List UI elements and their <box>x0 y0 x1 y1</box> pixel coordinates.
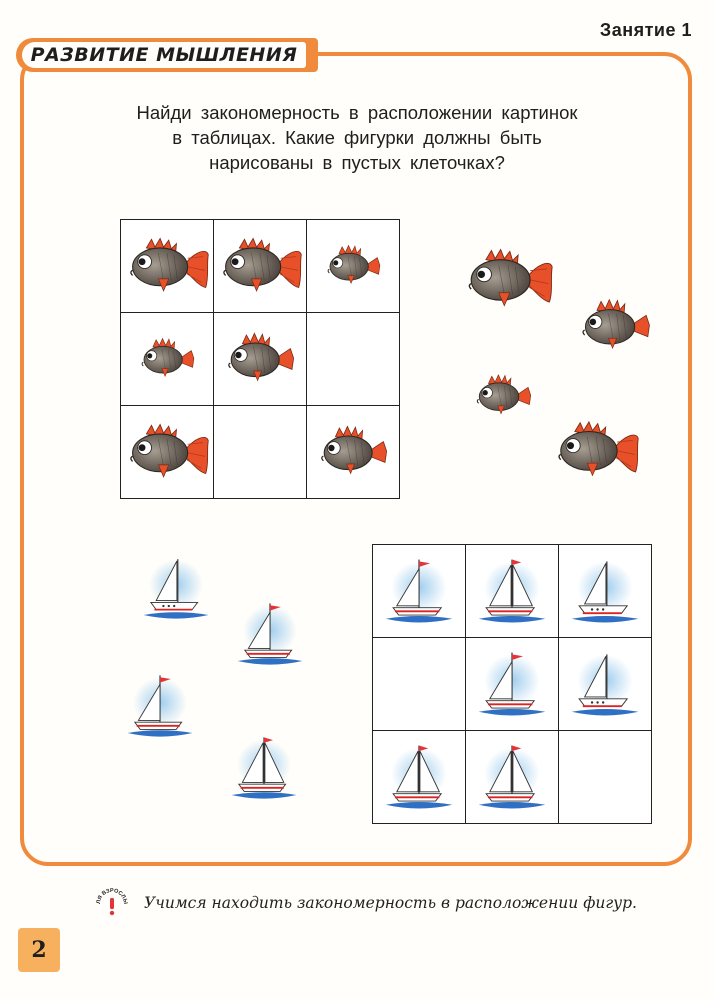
fish-cell-2-3-empty[interactable] <box>307 313 400 406</box>
fish-option-big-tail-icon[interactable] <box>462 246 554 312</box>
fish-cell-2-2 <box>214 313 307 406</box>
boat-option-two-sails-icon[interactable] <box>228 732 300 804</box>
fish-table <box>120 219 400 499</box>
boat-with-flag-icon <box>382 554 456 628</box>
for-adults-label: ЛЯ ВЗРОСЛЫ <box>95 887 129 905</box>
fish-with-big-tail-icon <box>124 234 210 298</box>
fish-cell-2-1 <box>121 313 214 406</box>
fish-cell-3-1 <box>121 406 214 499</box>
boat-cell-1-1 <box>373 545 466 638</box>
boat-cell-3-1 <box>373 731 466 824</box>
boat-two-sails-icon <box>475 740 549 814</box>
task-line-2: в таблицах. Какие фигурки должны быть <box>172 127 542 148</box>
section-banner <box>16 38 318 72</box>
boat-cell-1-3 <box>559 545 652 638</box>
fish-cell-3-2-empty[interactable] <box>214 406 307 499</box>
boat-option-with-flag-icon[interactable] <box>234 598 306 670</box>
boat-two-sails-icon <box>475 554 549 628</box>
fish-with-big-tail-icon <box>124 420 210 484</box>
section-title: РАЗВИТИЕ МЫШЛЕНИЯ <box>22 42 306 68</box>
boat-table <box>372 544 652 824</box>
fish-cell-1-1 <box>121 220 214 313</box>
fish-medium-icon <box>220 330 300 388</box>
fish-cell-1-2 <box>214 220 307 313</box>
for-adults-icon <box>94 884 130 920</box>
boat-cell-2-2 <box>466 638 559 731</box>
fish-cell-3-3 <box>307 406 400 499</box>
task-text <box>60 100 654 175</box>
fish-option-big-tail-icon[interactable] <box>552 418 640 482</box>
boat-cell-2-1-empty[interactable] <box>373 638 466 731</box>
lesson-label: Занятие 1 <box>599 20 692 40</box>
fish-cell-1-3 <box>307 220 400 313</box>
boat-cell-2-3 <box>559 638 652 731</box>
boat-cell-3-2 <box>466 731 559 824</box>
boat-option-with-flag-icon[interactable] <box>124 670 196 742</box>
fish-with-big-tail-icon <box>217 234 303 298</box>
fish-small-icon <box>135 336 199 382</box>
task-line-1: Найди закономерность в расположении картинок <box>136 102 578 123</box>
task-line-3: нарисованы в пустых клеточках? <box>209 152 505 173</box>
fish-medium-icon <box>313 423 393 481</box>
boat-with-flag-icon <box>475 647 549 721</box>
boat-option-single-sail-icon[interactable] <box>140 552 212 624</box>
boat-single-sail-icon <box>568 647 642 721</box>
fish-small-icon <box>321 243 385 289</box>
boat-two-sails-icon <box>382 740 456 814</box>
boat-cell-3-3-empty[interactable] <box>559 731 652 824</box>
fish-option-small-icon[interactable] <box>470 372 536 420</box>
boat-single-sail-icon <box>568 554 642 628</box>
fish-option-medium-icon[interactable] <box>574 296 656 356</box>
boat-cell-1-2 <box>466 545 559 638</box>
parent-note-text: Учимся находить закономерность в расположении фигур. <box>144 894 637 912</box>
page-number: 2 <box>18 928 60 972</box>
